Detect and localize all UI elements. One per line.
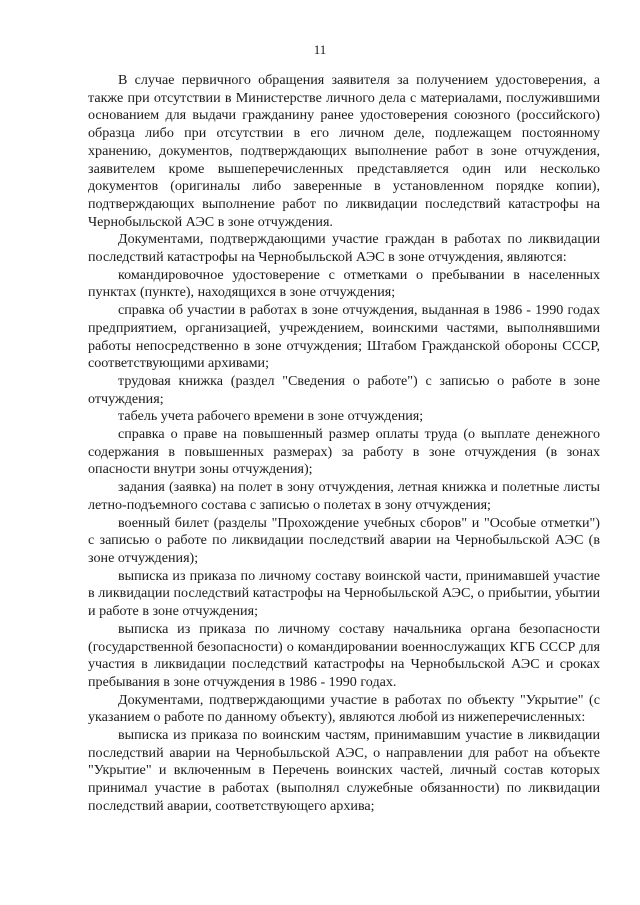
document-body bbox=[88, 72, 600, 816]
paragraph: выписка из приказа по личному составу воинской части, принимавшей участие в ликвидации последствий катастрофы на Чернобыльской АЭС, о прибытии, убытии и работе в зоне отчуждения; bbox=[88, 567, 600, 620]
paragraph: командировочное удостоверение с отметками о пребывании в населенных пунктах (пункте), находящихся в зоне отчуждения; bbox=[88, 266, 600, 301]
paragraph: справка об участии в работах в зоне отчуждения, выданная в 1986 - 1990 годах предприятием, организацией, учреждением, воинскими частями, выполнявшими работы непосредственно в зоне отчуждения; Штабом Гражданской обороны СССР, соответствующими архивами; bbox=[88, 302, 600, 372]
paragraph: выписка из приказа по воинским частям, принимавшим участие в ликвидации последствий аварии на Чернобыльской АЭС, о направлении для работ на объекте "Укрытие" и включенным в Перечень воинских частей, личный состав которых принимал участие в работах (выполнял служебные обязанности) по ликвидации последствий аварии, соответствующего архива; bbox=[88, 727, 600, 814]
paragraph: выписка из приказа по личному составу начальника органа безопасности (государственной безопасности) о командировании военнослужащих КГБ СССР для участия в ликвидации последствий катастрофы на Чернобыльской АЭС и сроках пребывания в зоне отчуждения в 1986 - 1990 годах. bbox=[88, 620, 600, 690]
paragraph: трудовая книжка (раздел "Сведения о работе") с записью о работе в зоне отчуждения; bbox=[88, 372, 600, 407]
paragraph: военный билет (разделы "Прохождение учебных сборов" и "Особые отметки") с записью о работе по ликвидации последствий аварии на Чернобыльской АЭС (в зоне отчуждения); bbox=[88, 514, 600, 566]
paragraph: В случае первичного обращения заявителя за получением удостоверения, а также при отсутствии в Министерстве личного дела с материалами, послужившими основанием для выдачи гражданину ранее удостоверения союзного (российского) образца либо при отсутствии в его личном деле, подлежащем постоянному хранению, документов, подтверждающих выполнение работ в зоне отчуждения, заявителем кроме вышеперечисленных представляется один или несколько документов (оригиналы либо заверенные в установленном порядке копии), подтверждающих выполнение работ по ликвидации последствий катастрофы на Чернобыльской АЭС в зоне отчуждения. bbox=[88, 72, 600, 230]
page-number: 11 bbox=[313, 42, 327, 57]
paragraph: Документами, подтверждающими участие граждан в работах по ликвидации последствий катастрофы на Чернобыльской АЭС в зоне отчуждения, являются: bbox=[88, 231, 600, 266]
paragraph: табель учета рабочего времени в зоне отчуждения; bbox=[118, 408, 424, 425]
paragraph: Документами, подтверждающими участие в работах по объекту "Укрытие" (с указанием о работе по данному объекту), являются любой из нижеперечисленных: bbox=[88, 691, 600, 726]
paragraph: задания (заявка) на полет в зону отчуждения, летная книжка и полетные листы летно-подъемного состава с записью о полетах в зону отчуждения; bbox=[88, 479, 600, 513]
paragraph: справка о праве на повышенный размер оплаты труда (о выплате денежного содержания в повышенных размерах) за работу в зоне отчуждения (в зонах опасности внутри зоны отчуждения); bbox=[88, 426, 600, 478]
